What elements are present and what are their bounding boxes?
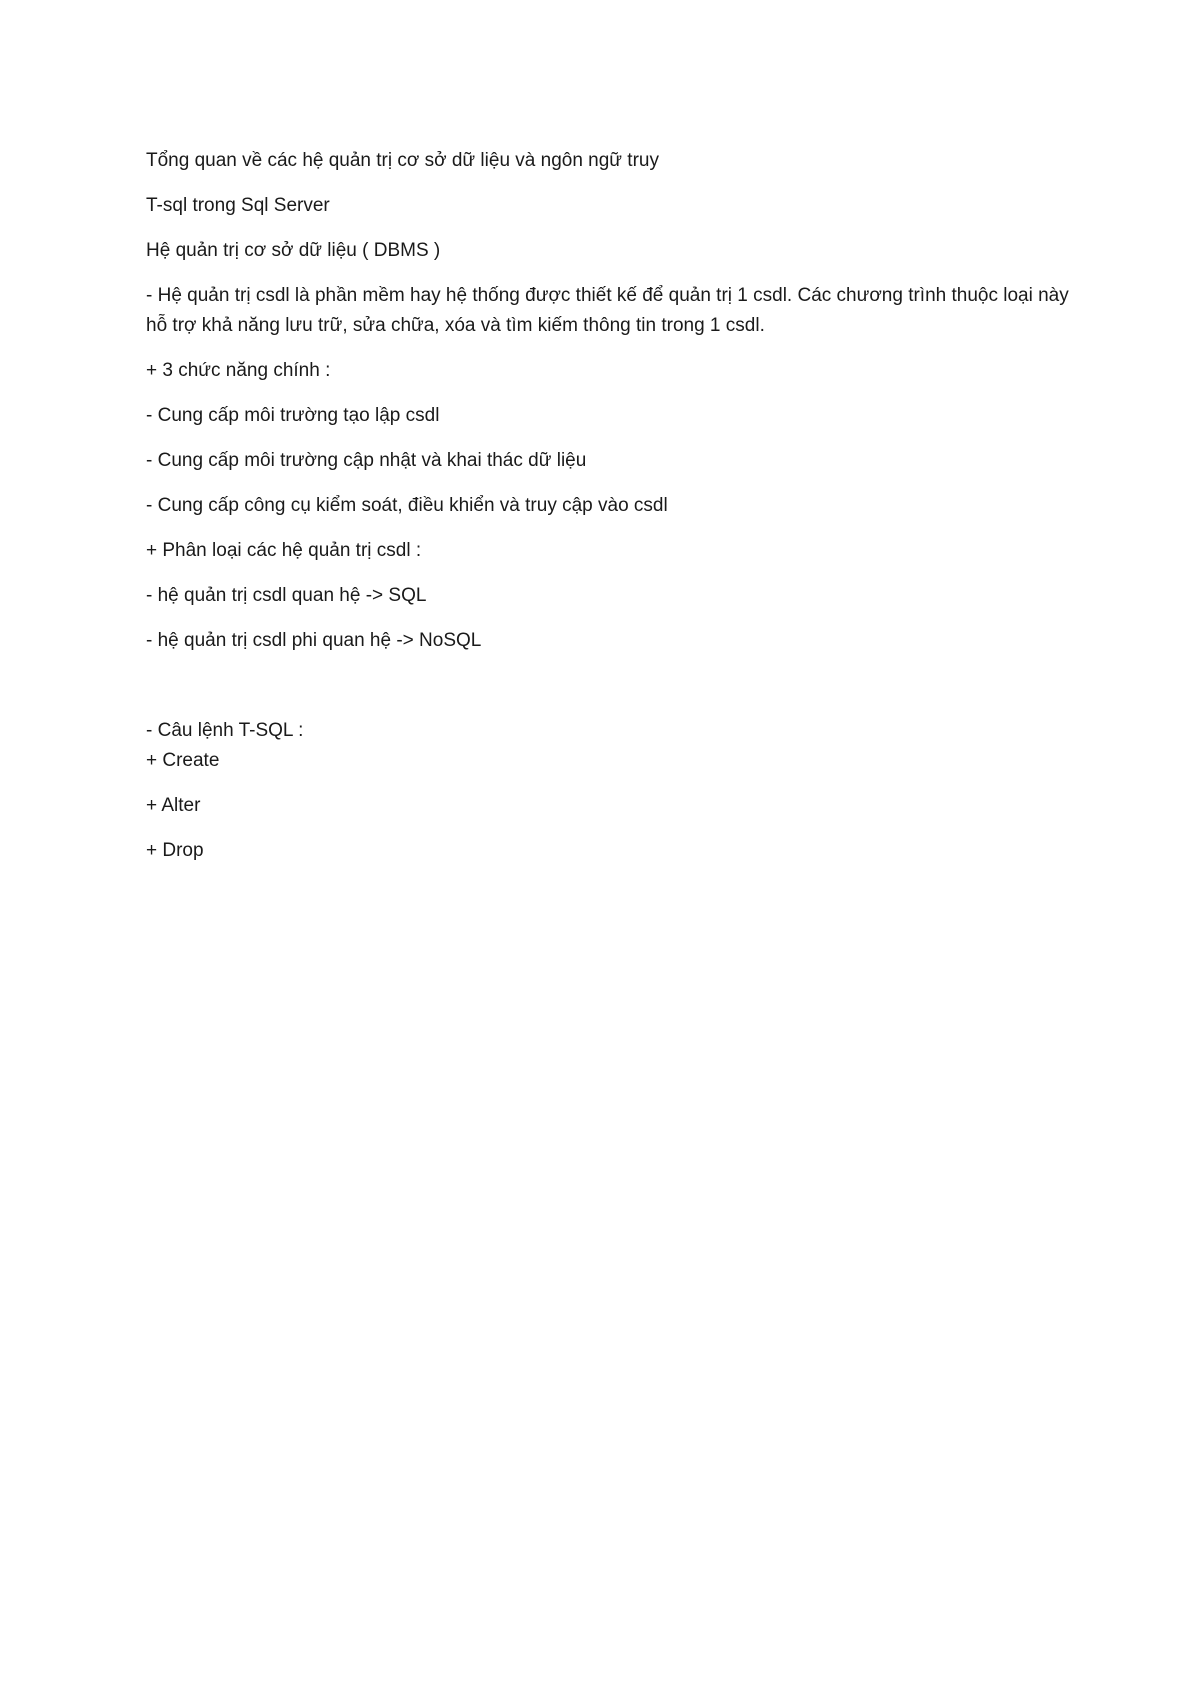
list-item-relational: - hệ quản trị csdl quan hệ -> SQL (146, 585, 427, 606)
heading-dbms: Hệ quản trị cơ sở dữ liệu ( DBMS ) (146, 240, 441, 261)
list-item-nonrelational: - hệ quản trị csdl phi quan hệ -> NoSQL (146, 630, 482, 651)
paragraph-dbms-definition: - Hệ quản trị csdl là phần mềm hay hệ thống được thiết kế để quản trị 1 csdl. Các chương trình thuộc loại này hỗ trợ khả năng lưu trữ, sửa chữa, xóa và tìm kiếm thông tin trong 1 csdl. (146, 285, 1069, 336)
blank-line (146, 671, 1076, 716)
list-item-function-3: - Cung cấp công cụ kiểm soát, điều khiển và truy cập vào csdl (146, 495, 668, 516)
heading-tsql: T-sql trong Sql Server (146, 195, 330, 216)
list-item-drop: + Drop (146, 840, 204, 861)
list-heading-statements: - Câu lệnh T-SQL : (146, 720, 304, 741)
document-body (146, 146, 1076, 881)
list-item-create: + Create (146, 750, 220, 771)
list-heading-functions: + 3 chức năng chính : (146, 360, 331, 381)
list-item-alter: + Alter (146, 795, 201, 816)
list-heading-classification: + Phân loại các hệ quản trị csdl : (146, 540, 422, 561)
list-item-function-2: - Cung cấp môi trường cập nhật và khai thác dữ liệu (146, 450, 587, 471)
list-item-function-1: - Cung cấp môi trường tạo lập csdl (146, 405, 440, 426)
heading-overview: Tổng quan về các hệ quản trị cơ sở dữ liệu và ngôn ngữ truy (146, 150, 659, 171)
